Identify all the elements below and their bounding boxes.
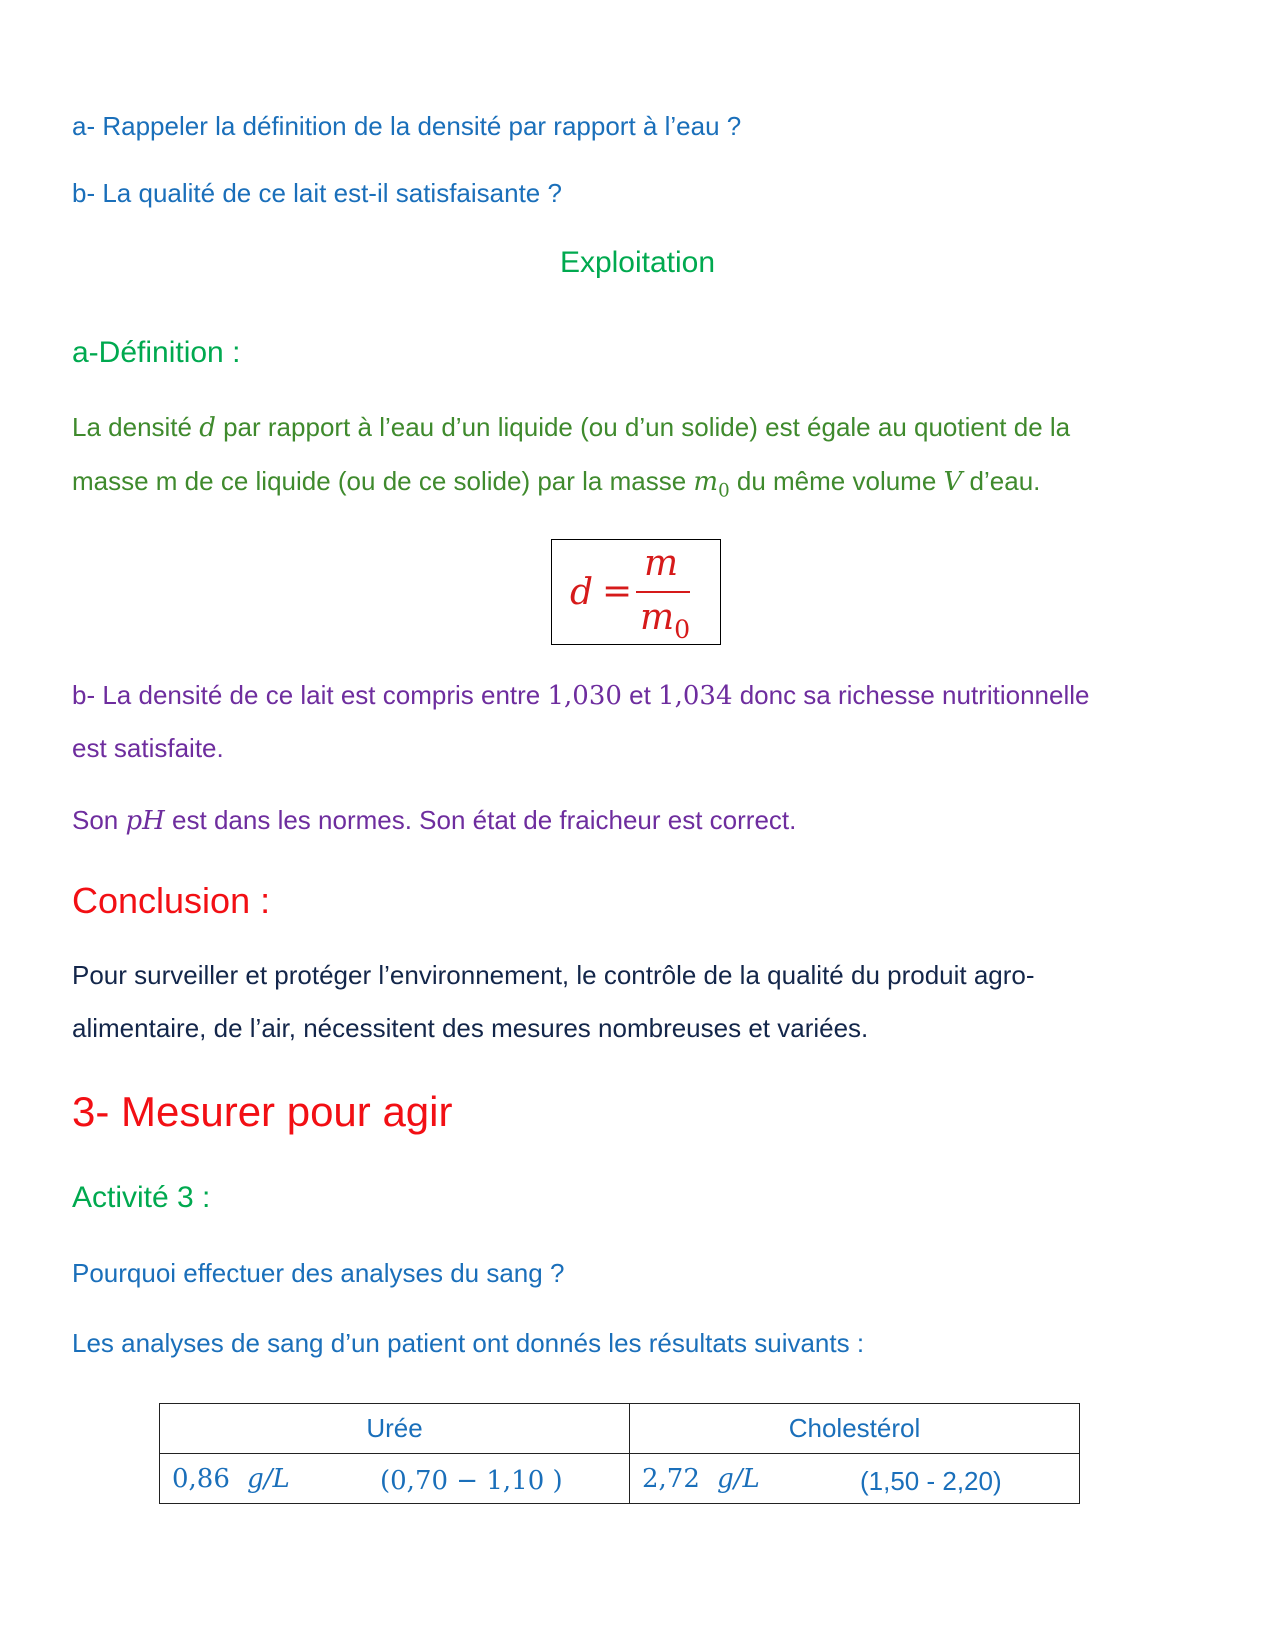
var-m0: $m_0$: [693, 467, 730, 502]
table-row: [160, 1454, 1080, 1504]
activity-intro: Les analyses de sang d’un patient ont donnés les résultats suivants :: [72, 1328, 865, 1358]
table-header-row: [160, 1404, 1080, 1454]
answer-b-line-1: b- La densité de ce lait est compris entre 1,030 et 1,034 donc sa richesse nutritionnelle: [72, 680, 1090, 711]
activity-3-heading: Activité 3 :: [72, 1181, 211, 1214]
conclusion-line-1: Pour surveiller et protéger l’environnement, le contrôle de la qualité du produit agro-: [72, 960, 1035, 990]
exploitation-title: Exploitation: [559, 246, 716, 279]
question-a: a- Rappeler la définition de la densité par rapport à l’eau ?: [72, 111, 742, 141]
formula-numerator: m: [644, 543, 679, 584]
definition-line-2: masse m de ce liquide (ou de ce solide) par la masse $m_0$ du même volume V d’eau.: [72, 466, 1041, 502]
cell-uree: [160, 1454, 630, 1504]
answer-b-line-2: est satisfaite.: [72, 733, 224, 763]
formula-lhs: d: [570, 572, 594, 613]
header-cholesterol: Cholestérol: [630, 1404, 1080, 1454]
var-d: d: [199, 413, 216, 443]
formula-equals: =: [602, 571, 633, 612]
var-V: V: [943, 467, 963, 497]
cholesterol-unit: g/L: [717, 1464, 760, 1494]
conclusion-line-2: alimentaire, de l’air, nécessitent des mesures nombreuses et variées.: [72, 1013, 869, 1043]
formula-denominator: $m_0$: [640, 597, 691, 644]
uree-range: (0,70 − 1,10 ): [380, 1466, 563, 1496]
ph-line: Son pH est dans les normes. Son état de fraicheur est correct.: [72, 805, 797, 836]
blood-results-table: [159, 1403, 1080, 1504]
cholesterol-range: (1,50 - 2,20): [860, 1466, 1002, 1496]
section-3-heading: 3- Mesurer pour agir: [72, 1088, 453, 1135]
header-uree: Urée: [160, 1404, 630, 1454]
cholesterol-value: 2,72: [642, 1464, 700, 1494]
uree-value: 0,86: [172, 1464, 230, 1494]
question-b: b- La qualité de ce lait est-il satisfaisante ?: [72, 178, 562, 208]
definition-heading: a-Définition :: [72, 336, 241, 369]
definition-line-1: La densité d par rapport à l’eau d’un liquide (ou d’un solide) est égale au quotient de la: [72, 412, 1071, 443]
fraction-bar: [636, 591, 690, 593]
uree-unit: g/L: [247, 1464, 290, 1494]
conclusion-heading: Conclusion :: [72, 880, 271, 921]
density-formula: [551, 539, 721, 645]
activity-question: Pourquoi effectuer des analyses du sang ?: [72, 1258, 565, 1288]
cell-cholesterol: [630, 1454, 1080, 1504]
